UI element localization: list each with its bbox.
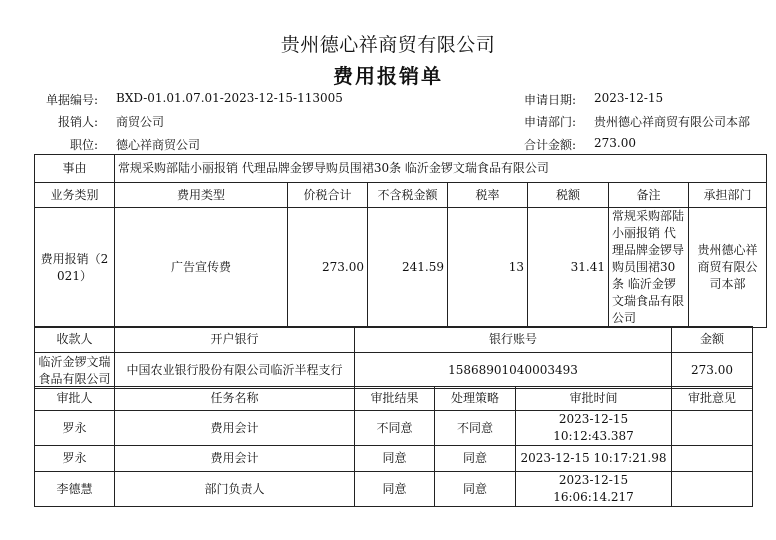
cell-opinion	[672, 472, 753, 507]
doc-no-value: BXD-01.01.07.01-2023-12-15-113005	[116, 91, 343, 105]
total-value: 273.00	[594, 136, 636, 150]
cell-task: 部门负责人	[115, 472, 355, 507]
header-opinion: 审批意见	[672, 387, 753, 411]
header-net: 不含税金额	[368, 183, 448, 208]
reason-text: 常规采购部陆小丽报销 代理品牌金锣导购员围裙30条 临沂金锣文瑞食品有限公司	[115, 155, 767, 183]
reimburser-label: 报销人:	[57, 115, 98, 129]
header-rate: 税率	[448, 183, 528, 208]
cell-remark: 常规采购部陆小丽报销 代理品牌金锣导购员围裙30条 临沂金锣文瑞食品有限公司	[609, 208, 689, 328]
header-tax: 税额	[528, 183, 609, 208]
cell-task: 费用会计	[115, 411, 355, 446]
dept-label: 申请部门:	[523, 115, 576, 129]
header-remark: 备注	[609, 183, 689, 208]
reimburser-value: 商贸公司	[116, 115, 165, 129]
header-amount: 金额	[672, 327, 753, 353]
payee-header-row	[35, 327, 753, 353]
cell-time: 2023-12-15 16:06:14.217	[516, 472, 672, 507]
cell-time: 2023-12-15 10:12:43.387	[516, 411, 672, 446]
cell-approver: 罗永	[35, 446, 115, 472]
cell-task: 费用会计	[115, 446, 355, 472]
total-label: 合计金额:	[523, 138, 576, 152]
payee-row	[35, 353, 753, 389]
cell-dept: 贵州德心祥商贸有限公司本部	[689, 208, 767, 328]
cell-approver: 李德慧	[35, 472, 115, 507]
cell-net: 241.59	[368, 208, 448, 328]
header-total: 价税合计	[288, 183, 368, 208]
expense-header-row	[35, 183, 767, 208]
payee-table	[34, 326, 753, 389]
header-dept: 承担部门	[689, 183, 767, 208]
header-category: 业务类别	[35, 183, 115, 208]
cell-rate: 13	[448, 208, 528, 328]
cell-strategy: 同意	[435, 446, 516, 472]
header-task: 任务名称	[115, 387, 355, 411]
cell-account: 15868901040003493	[355, 353, 672, 389]
position-value: 德心祥商贸公司	[116, 138, 201, 152]
approval-row	[35, 472, 753, 507]
approval-row	[35, 446, 753, 472]
approval-header-row	[35, 387, 753, 411]
header-bank: 开户银行	[115, 327, 355, 353]
cell-result: 同意	[355, 472, 435, 507]
header-account: 银行账号	[355, 327, 672, 353]
expense-table	[34, 154, 767, 328]
header-strategy: 处理策略	[435, 387, 516, 411]
header-type: 费用类型	[115, 183, 288, 208]
approval-row	[35, 411, 753, 446]
cell-category: 费用报销（2021）	[35, 208, 115, 328]
expense-row	[35, 208, 767, 328]
dept-value: 贵州德心祥商贸有限公司本部	[594, 115, 751, 129]
doc-no-label: 单据编号:	[45, 93, 98, 107]
cell-payee: 临沂金锣文瑞食品有限公司	[35, 353, 115, 389]
company-name: 贵州德心祥商贸有限公司	[280, 34, 496, 56]
cell-strategy: 同意	[435, 472, 516, 507]
document-title: 费用报销单	[333, 64, 443, 88]
position-label: 职位:	[69, 138, 98, 152]
cell-result: 不同意	[355, 411, 435, 446]
approval-table	[34, 386, 753, 507]
cell-amount: 273.00	[672, 353, 753, 389]
cell-total: 273.00	[288, 208, 368, 328]
cell-approver: 罗永	[35, 411, 115, 446]
apply-date-label: 申请日期:	[523, 93, 576, 107]
cell-type: 广告宣传费	[115, 208, 288, 328]
header-payee: 收款人	[35, 327, 115, 353]
header-time: 审批时间	[516, 387, 672, 411]
header-approver: 审批人	[35, 387, 115, 411]
header-result: 审批结果	[355, 387, 435, 411]
cell-bank: 中国农业银行股份有限公司临沂半程支行	[115, 353, 355, 389]
cell-opinion	[672, 446, 753, 472]
cell-time: 2023-12-15 10:17:21.98	[516, 446, 672, 472]
cell-result: 同意	[355, 446, 435, 472]
cell-opinion	[672, 411, 753, 446]
reason-row	[35, 155, 767, 183]
cell-strategy: 不同意	[435, 411, 516, 446]
cell-tax: 31.41	[528, 208, 609, 328]
apply-date-value: 2023-12-15	[594, 91, 664, 105]
reason-label: 事由	[35, 155, 115, 183]
